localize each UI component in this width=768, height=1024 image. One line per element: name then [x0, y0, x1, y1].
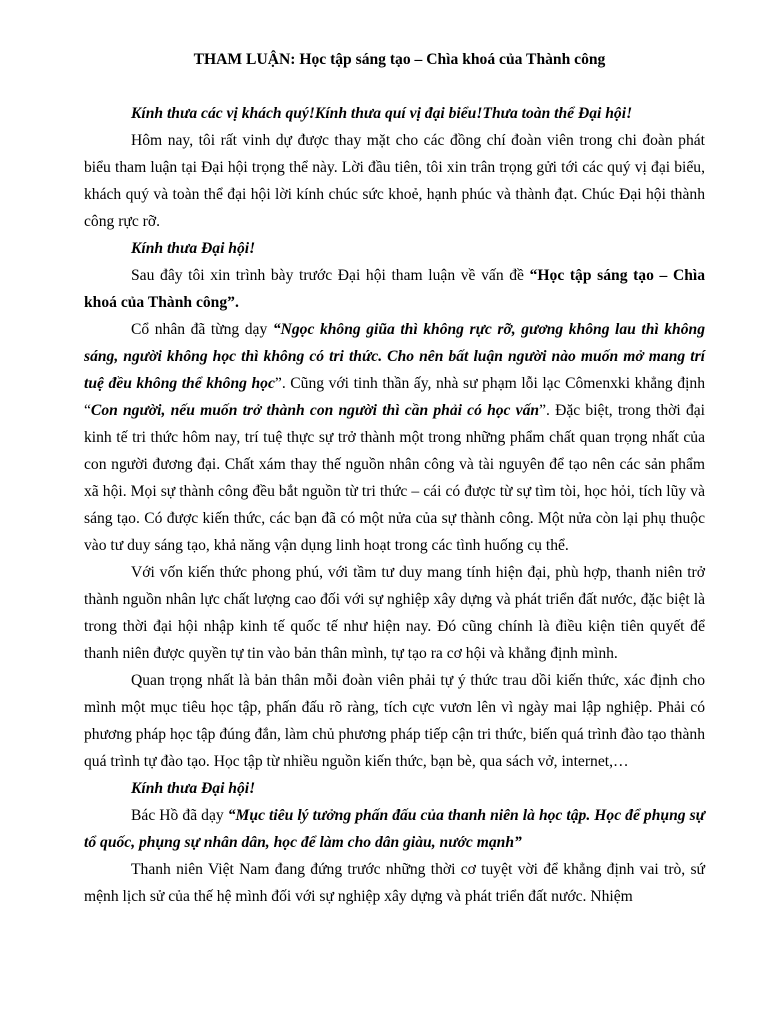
uncle-ho-quote: “Mục tiêu lý tưởng phấn đấu của thanh niên là học tập. Học để phụng sự tổ quốc, phụng sự nhân dân, học để làm cho dân giàu, nước mạnh”: [84, 807, 705, 851]
greeting-congress-2: Kính thưa Đại hội!: [131, 780, 256, 797]
paragraph-topic: [84, 262, 705, 316]
paragraph-vietnam-youth: Thanh niên Việt Nam đang đứng trước những thời cơ tuyệt vời để khẳng định vai trò, sứ mệnh lịch sử của thế hệ mình đối với sự nghiệp xây dựng và phát triển đất nước. Nhiệm: [84, 861, 705, 905]
greeting-guests: Kính thưa các vị khách quý!Kính thưa quí vị đại biểu!Thưa toàn thể Đại hội!: [131, 105, 633, 122]
paragraph-self-study: Quan trọng nhất là bản thân mỗi đoàn viên phải tự ý thức trau dồi kiến thức, xác định cho mình một mục tiêu học tập, phấn đấu rõ ràng, tích cực vươn lên vì ngày mai lập nghiệp. Phải có phương pháp học tập đúng đắn, làm chủ phương pháp tiếp cận tri thức, biến quá trình đào tạo thành quá trình tự đào tạo. Học tập từ nhiều nguồn kiến thức, bạn bè, qua sách vở, internet,…: [84, 672, 705, 770]
paragraph-ancient-teaching: [84, 316, 705, 559]
ancient-quote: “Ngọc không giũa thì không rực rỡ, gương không lau thì không sáng, người không học thì không có tri thức. Cho nên bất luận người nào muốn mở mang trí tuệ đều không thể không học: [84, 321, 705, 392]
comenius-intro-text: ”. Cũng với tinh thần ấy, nhà sư phạm lỗi lạc Cômenxki khẳng định “: [84, 375, 705, 419]
knowledge-economy-text: ”. Đặc biệt, trong thời đại kinh tế tri thức hôm nay, trí tuệ thực sự trở thành một trong những phẩm chất quan trọng nhất của con người đương đại. Chất xám thay thế nguồn nhân công và tài nguyên để tạo nên các sản phẩm xã hội. Mọi sự thành công đều bắt nguồn từ tri thức – cái có được từ sự tìm tòi, học hỏi, tích lũy và sáng tạo. Có được kiến thức, các bạn đã có một nửa của sự thành công. Một nửa còn lại phụ thuộc vào tư duy sáng tạo, khả năng vận dụng linh hoạt trong các tình huống cụ thể.: [84, 402, 705, 554]
uncle-ho-intro-text: Bác Hồ đã dạy: [131, 807, 228, 824]
paragraph-youth-resources: Với vốn kiến thức phong phú, với tầm tư duy mang tính hiện đại, phù hợp, thanh niên trở thành nguồn nhân lực chất lượng cao đối với sự nghiệp xây dựng và phát triển đất nước, đặc biệt là trong thời đại hội nhập kinh tế quốc tế như hiện nay. Đó cũng chính là điều kiện tiên quyết để thanh niên được quyền tự tin vào bản thân mình, tự tạo ra cơ hội và khẳng định mình.: [84, 564, 705, 662]
topic-title: “Học tập sáng tạo – Chìa khoá của Thành công”.: [84, 267, 706, 311]
greeting-congress: Kính thưa Đại hội!: [131, 240, 256, 257]
ancient-intro-text: Cổ nhân đã từng dạy: [131, 321, 273, 338]
document-title: THAM LUẬN: Học tập sáng tạo – Chìa khoá của Thành công: [193, 51, 606, 68]
paragraph-opening: Hôm nay, tôi rất vinh dự được thay mặt cho các đồng chí đoàn viên trong chi đoàn phát biểu tham luận tại Đại hội trọng thể này. Lời đầu tiên, tôi xin trân trọng gửi tới các quý vị đại biểu, khách quý và toàn thể đại hội lời kính chúc sức khoẻ, hạnh phúc và thành đạt. Chúc Đại hội thành công rực rỡ.: [84, 132, 705, 230]
comenius-quote: Con người, nếu muốn trở thành con người thì cần phải có học vấn: [90, 402, 540, 419]
paragraph-uncle-ho: [84, 802, 705, 856]
topic-intro-text: Sau đây tôi xin trình bày trước Đại hội tham luận về vấn đề: [131, 267, 530, 284]
